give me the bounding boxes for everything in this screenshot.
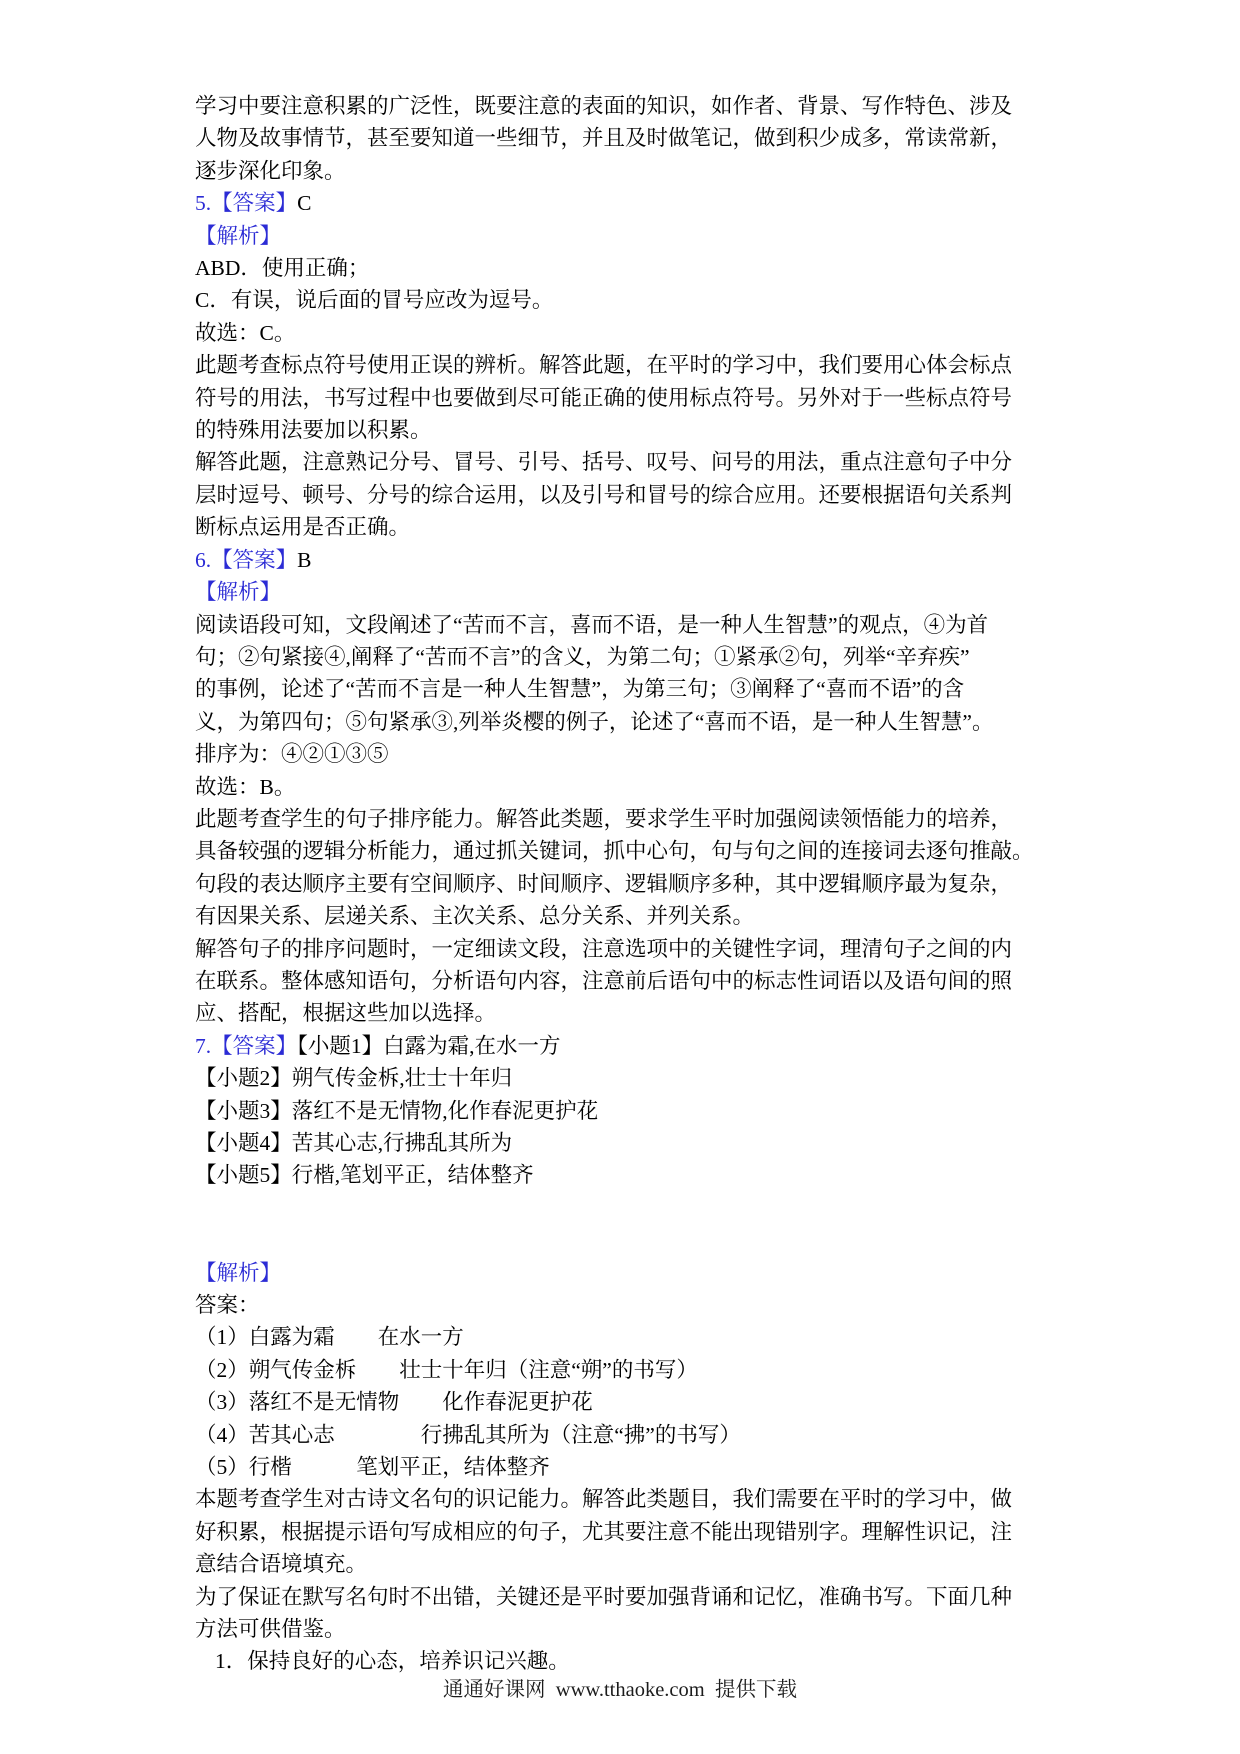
text-line	[195, 835, 1065, 867]
text-line	[195, 1419, 1065, 1451]
text-segment: 解答句子的排序问题时，一定细读文段，注意选项中的关键性字词，理清句子之间的内	[195, 936, 1013, 961]
text-segment: 逐步深化印象。	[195, 158, 346, 183]
text-segment: 解答此题，注意熟记分号、冒号、引号、括号、叹号、问号的用法，重点注意句子中分	[195, 450, 1013, 475]
text-line	[195, 479, 1065, 511]
text-segment: 此题考查学生的句子排序能力。解答此类题，要求学生平时加强阅读领悟能力的培养，	[195, 806, 1013, 831]
text-line	[195, 220, 1065, 252]
text-line	[195, 933, 1065, 965]
text-segment: 此题考查标点符号使用正误的辨析。解答此题，在平时的学习中，我们要用心体会标点	[195, 353, 1013, 378]
text-line	[195, 187, 1065, 219]
text-segment: 【小题5】行楷,笔划平正，结体整齐	[195, 1163, 534, 1188]
text-line	[195, 1516, 1065, 1548]
text-line	[195, 1451, 1065, 1483]
text-line	[195, 544, 1065, 576]
text-line	[195, 868, 1065, 900]
document-body	[195, 90, 1065, 1678]
text-line	[195, 1354, 1065, 1386]
text-line	[195, 1062, 1065, 1094]
text-segment: （4）苦其心志 行拂乱其所为（注意“拂”的书写）	[195, 1422, 741, 1447]
text-line	[195, 414, 1065, 446]
text-segment: 故选：C。	[195, 320, 296, 345]
text-line	[195, 965, 1065, 997]
text-segment: 为了保证在默写名句时不出错，关键还是平时要加强背诵和记忆，准确书写。下面几种	[195, 1584, 1013, 1609]
page-footer: 通通好课网 www.tthaoke.com 提供下载	[443, 1679, 797, 1701]
text-line	[195, 446, 1065, 478]
text-segment: 断标点运用是否正确。	[195, 515, 411, 540]
text-segment: 句段的表达顺序主要有空间顺序、时间顺序、逻辑顺序多种，其中逻辑顺序最为复杂，	[195, 871, 1013, 896]
text-line	[195, 155, 1065, 187]
text-segment: 句；②句紧接④,阐释了“苦而不言”的含义，为第二句；①紧承②句，列举“辛弃疾”	[195, 644, 970, 669]
text-line	[195, 90, 1065, 122]
blank-line	[195, 1192, 1065, 1224]
text-line	[195, 1159, 1065, 1191]
text-segment: 故选：B。	[195, 774, 296, 799]
text-line	[195, 673, 1065, 705]
text-segment: 本题考查学生对古诗文名句的识记能力。解答此类题目，我们需要在平时的学习中，做	[195, 1487, 1013, 1512]
text-segment: 的特殊用法要加以积累。	[195, 418, 432, 443]
text-line	[195, 1613, 1065, 1645]
text-segment: 符号的用法，书写过程中也要做到尽可能正确的使用标点符号。另外对于一些标点符号	[195, 385, 1013, 410]
text-segment: 答案：	[195, 1293, 260, 1317]
answer-label: 5.【答案】	[195, 191, 298, 216]
text-line	[195, 1289, 1065, 1321]
text-segment: C	[297, 191, 312, 216]
text-segment: 阅读语段可知，文段阐述了“苦而不言，喜而不语，是一种人生智慧”的观点，④为首	[195, 612, 989, 637]
text-line	[195, 1548, 1065, 1580]
text-segment: 好积累，根据提示语句写成相应的句子，尤其要注意不能出现错别字。理解性识记，注	[195, 1519, 1013, 1544]
text-segment: 1．保持良好的心态，培养识记兴趣。	[215, 1649, 570, 1674]
text-line	[195, 1386, 1065, 1418]
text-segment: 【小题3】落红不是无情物,化作春泥更护花	[195, 1098, 599, 1123]
text-segment: （5）行楷 笔划平正，结体整齐	[195, 1455, 550, 1480]
text-line	[195, 1095, 1065, 1127]
text-segment: 具备较强的逻辑分析能力，通过抓关键词，抓中心句，句与句之间的连接词去逐句推敲。	[195, 839, 1034, 864]
text-line	[195, 1321, 1065, 1353]
text-line	[195, 771, 1065, 803]
text-line	[195, 122, 1065, 154]
answer-label: 【解析】	[195, 580, 282, 605]
text-line	[195, 1483, 1065, 1515]
text-line	[195, 349, 1065, 381]
text-line	[195, 511, 1065, 543]
text-segment: 意结合语境填充。	[195, 1552, 368, 1577]
answer-label: 7.【答案】	[195, 1033, 298, 1058]
text-line	[195, 997, 1065, 1029]
text-line	[195, 803, 1065, 835]
text-line	[195, 1581, 1065, 1613]
text-segment: 排序为：④②①③⑤	[195, 742, 389, 767]
text-segment: 义，为第四句；⑤句紧承③,列举炎樱的例子，论述了“喜而不语，是一种人生智慧”。	[195, 709, 994, 734]
text-line	[195, 1257, 1065, 1289]
text-segment: 【小题4】苦其心志,行拂乱其所为	[195, 1131, 513, 1155]
text-line	[195, 641, 1065, 673]
text-line	[195, 706, 1065, 738]
text-segment: 的事例，论述了“苦而不言是一种人生智慧”，为第三句；③阐释了“喜而不语”的含	[195, 677, 965, 702]
text-segment: 【小题1】白露为霜,在水一方	[297, 1033, 561, 1058]
text-segment: 在联系。整体感知语句，分析语句内容，注意前后语句中的标志性词语以及语句间的照	[195, 968, 1013, 993]
text-line	[195, 576, 1065, 608]
text-segment: 有因果关系、层递关系、主次关系、总分关系、并列关系。	[195, 904, 755, 929]
text-line	[195, 382, 1065, 414]
text-line	[195, 609, 1065, 641]
text-segment: 【小题2】朔气传金柝,壮士十年归	[195, 1066, 513, 1091]
text-segment: 层时逗号、顿号、分号的综合运用，以及引号和冒号的综合应用。还要根据语句关系判	[195, 482, 1013, 507]
text-segment: ABD．使用正确；	[195, 256, 370, 281]
text-segment: 方法可供借鉴。	[195, 1617, 346, 1642]
text-line	[195, 900, 1065, 932]
text-segment: （2）朔气传金柝 壮士十年归（注意“朔”的书写）	[195, 1357, 698, 1382]
answer-label: 【解析】	[195, 223, 282, 248]
text-line	[195, 317, 1065, 349]
text-line	[195, 1030, 1065, 1062]
answer-label: 【解析】	[195, 1260, 282, 1285]
text-segment: C．有误，说后面的冒号应改为逗号。	[195, 288, 554, 313]
answer-label: 6.【答案】	[195, 547, 298, 572]
text-segment: （1）白露为霜 在水一方	[195, 1325, 464, 1350]
text-line	[195, 1127, 1065, 1159]
text-segment: 应、搭配，根据这些加以选择。	[195, 1001, 497, 1026]
text-line	[195, 284, 1065, 316]
text-segment: 人物及故事情节，甚至要知道一些细节，并且及时做笔记，做到积少成多，常读常新，	[195, 126, 1013, 151]
text-line	[195, 738, 1065, 770]
text-line	[195, 252, 1065, 284]
text-segment: B	[297, 547, 312, 572]
blank-line	[195, 1224, 1065, 1256]
text-segment: （3）落红不是无情物 化作春泥更护花	[195, 1390, 593, 1415]
text-segment: 学习中要注意积累的广泛性，既要注意的表面的知识，如作者、背景、写作特色、涉及	[195, 94, 1013, 118]
